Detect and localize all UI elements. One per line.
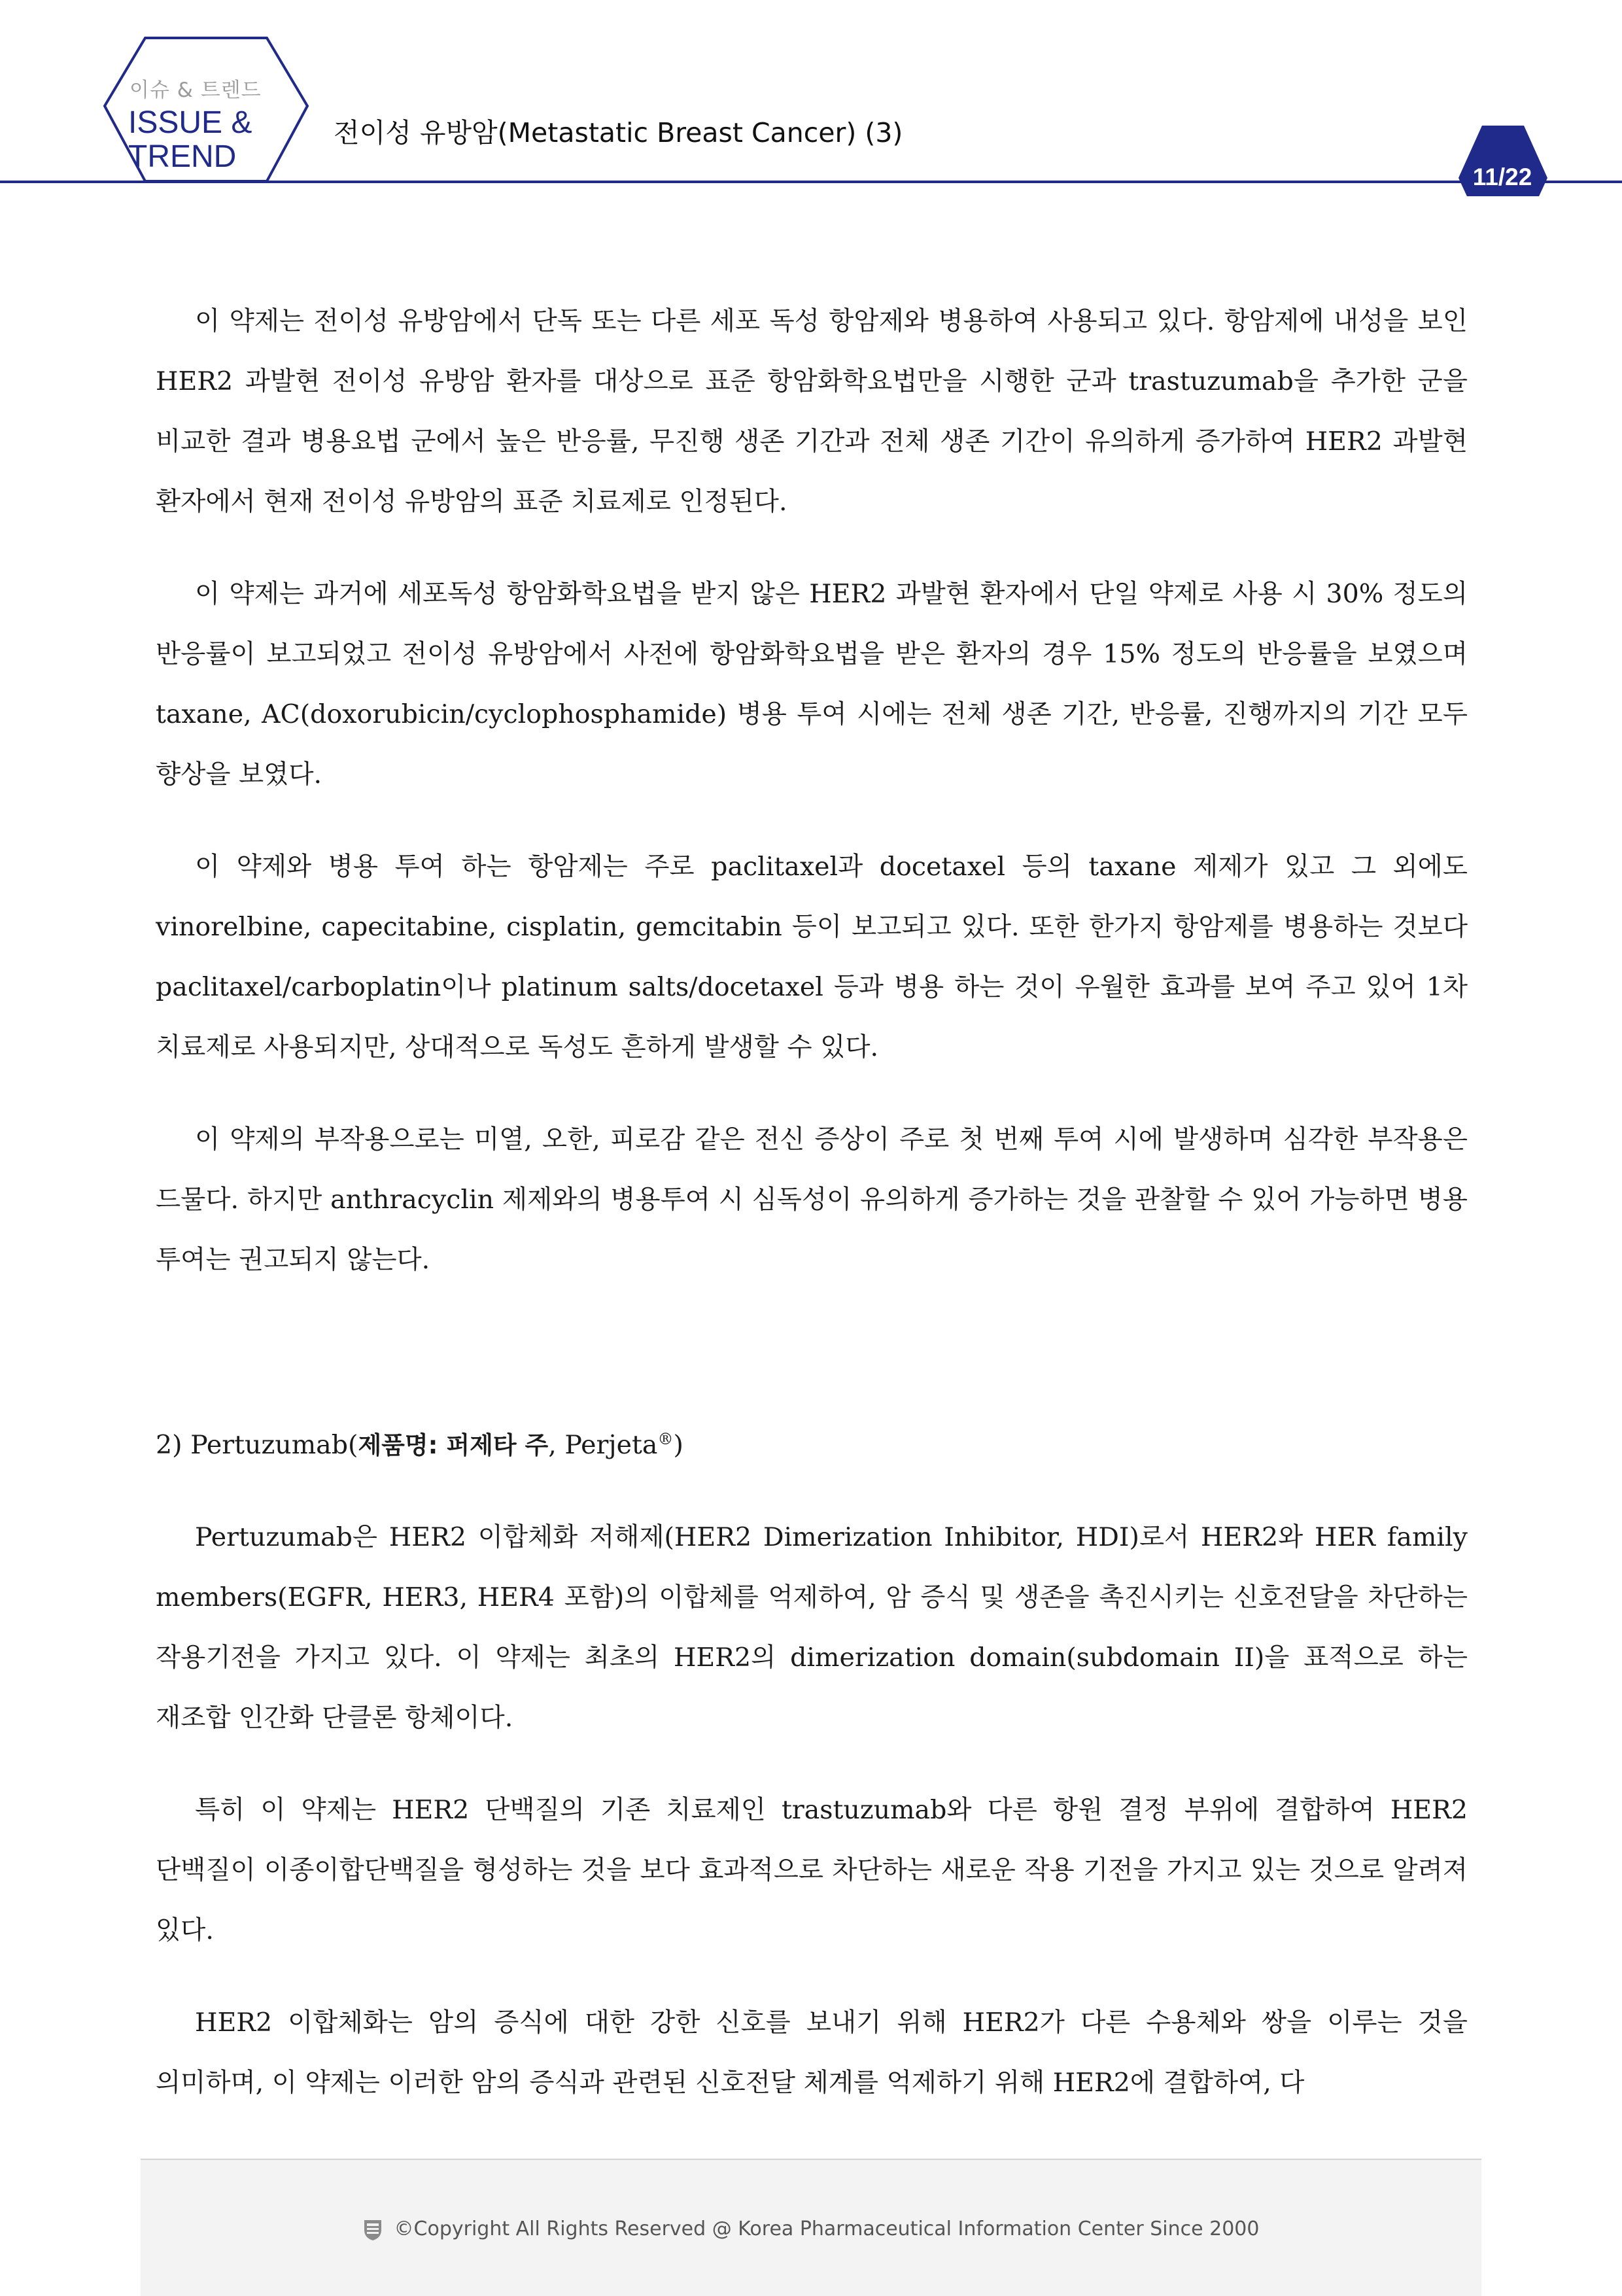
badge-korean-label: 이슈 & 트렌드 (129, 78, 262, 102)
copyright-text: ©Copyright All Rights Reserved @ Korea Pharmaceutical Information Center Since 2000 (394, 2218, 1260, 2240)
paragraph-2: 이 약제는 과거에 세포독성 항암화학요법을 받지 않은 HER2 과발현 환자에서 단일 약제로 사용 시 30% 정도의 반응률이 보고되었고 전이성 유방암에서 사전에 항암화학요법을 받은 환자의 경우 15% 정도의 반응률을 보였으며 taxane, AC(doxorubicin/cyclophosphamide) 병용 투여 시에는 전체 생존 기간, 반응률, 진행까지의 기간 모두 향상을 보였다. (156, 579, 1468, 790)
page-title: 전이성 유방암(Metastatic Breast Cancer) (3) (334, 117, 903, 148)
registered-mark: ® (657, 1430, 674, 1448)
badge-line-1: ISSUE & (128, 105, 252, 140)
badge-line-2: TREND (128, 139, 237, 174)
section-heading-product-label: 제품명: 퍼제타 주 (358, 1431, 549, 1460)
section-heading-close: ) (673, 1430, 683, 1461)
article-body (156, 291, 1468, 2145)
paragraph-3: 이 약제와 병용 투여 하는 항암제는 주로 paclitaxel과 docetaxel 등의 taxane 제제가 있고 그 외에도 vinorelbine, capecitabine, cisplatin, gemcitabin 등이 보고되고 있다. 또한 한가지 항암제를 병용하는 것보다 paclitaxel/carboplatin이나 platinum salts/docetaxel 등과 병용 하는 것이 우월한 효과를 보여 주고 있어 1차 치료제로 사용되지만, 상대적으로 독성도 흔하게 발생할 수 있다. (156, 852, 1468, 1062)
paragraph-4: 이 약제의 부작용으로는 미열, 오한, 피로감 같은 전신 증상이 주로 첫 번째 투여 시에 발생하며 심각한 부작용은 드물다. 하지만 anthracyclin 제제와의 병용투여 시 심독성이 유의하게 증가하는 것을 관찰할 수 있어 가능하면 병용 투여는 권고되지 않는다. (156, 1124, 1468, 1275)
badge-issue-trend (128, 106, 279, 174)
shield-logo-icon (363, 2218, 383, 2242)
section-heading-suffix: , Perjeta (548, 1430, 658, 1461)
paragraph-7: HER2 이합체화는 암의 증식에 대한 강한 신호를 보내기 위해 HER2가 다른 수용체와 쌍을 이루는 것을 의미하며, 이 약제는 이러한 암의 증식과 관련된 신호전달 체계를 억제하기 위해 HER2에 결합하여, 다 (156, 2008, 1468, 2098)
section-heading-prefix: 2) Pertuzumab( (156, 1430, 358, 1461)
page-number: 11/22 (1472, 164, 1532, 190)
section-heading-pertuzumab (156, 1409, 1468, 1476)
footer-content (141, 2218, 1481, 2242)
paragraph-6: 특히 이 약제는 HER2 단백질의 기존 치료제인 trastuzumab와 다른 항원 결정 부위에 결합하여 HER2 단백질이 이종이합단백질을 형성하는 것을 보다 효과적으로 차단하는 새로운 작용 기전을 가지고 있는 것으로 알려져 있다. (156, 1795, 1468, 1946)
paragraph-1: 이 약제는 전이성 유방암에서 단독 또는 다른 세포 독성 항암제와 병용하여 사용되고 있다. 항암제에 내성을 보인 HER2 과발현 전이성 유방암 환자를 대상으로 표준 항암화학요법만을 시행한 군과 trastuzumab을 추가한 군을 비교한 결과 병용요법 군에서 높은 반응률, 무진행 생존 기간과 전체 생존 기간이 유의하게 증가하여 HER2 과발현 환자에서 현재 전이성 유방암의 표준 치료제로 인정된다. (156, 306, 1468, 517)
page-header (0, 0, 1622, 196)
paragraph-5: Pertuzumab은 HER2 이합체화 저해제(HER2 Dimerization Inhibitor, HDI)로서 HER2와 HER family members(EGFR, HER3, HER4 포함)의 이합체를 억제하여, 암 증식 및 생존을 촉진시키는 신호전달을 차단하는 작용기전을 가지고 있다. 이 약제는 최초의 HER2의 dimerization domain(subdomain II)을 표적으로 하는 재조합 인간화 단클론 항체이다. (156, 1522, 1468, 1733)
page-footer (141, 2159, 1481, 2296)
